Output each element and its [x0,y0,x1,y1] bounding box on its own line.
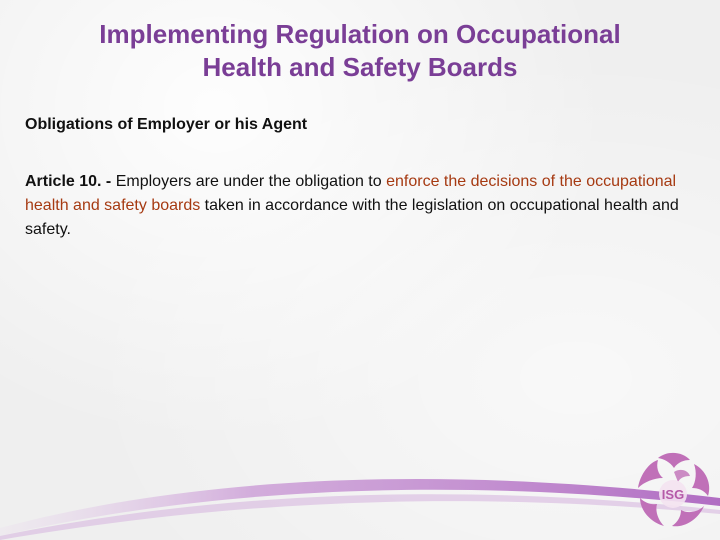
article-paragraph [25,170,695,242]
decorative-swoosh [0,440,720,540]
slide-title-line-1: Implementing Regulation on Occupational [99,19,621,49]
article-highlight: enforce the decisions of the occupational health and safety boards [25,173,677,214]
hands-circle-logo-icon [628,448,718,536]
slide-title-line-2: Health and Safety Boards [202,52,518,82]
section-subheading: Obligations of Employer or his Agent [25,116,308,133]
slide-title [40,18,680,84]
article-text-after: taken in accordance with the legislation on occupational health and safety. [25,197,679,238]
logo-text: ISG [661,487,685,502]
article-text-before: Employers are under the obligation to [111,173,387,190]
article-lead: Article 10. - [25,173,112,190]
